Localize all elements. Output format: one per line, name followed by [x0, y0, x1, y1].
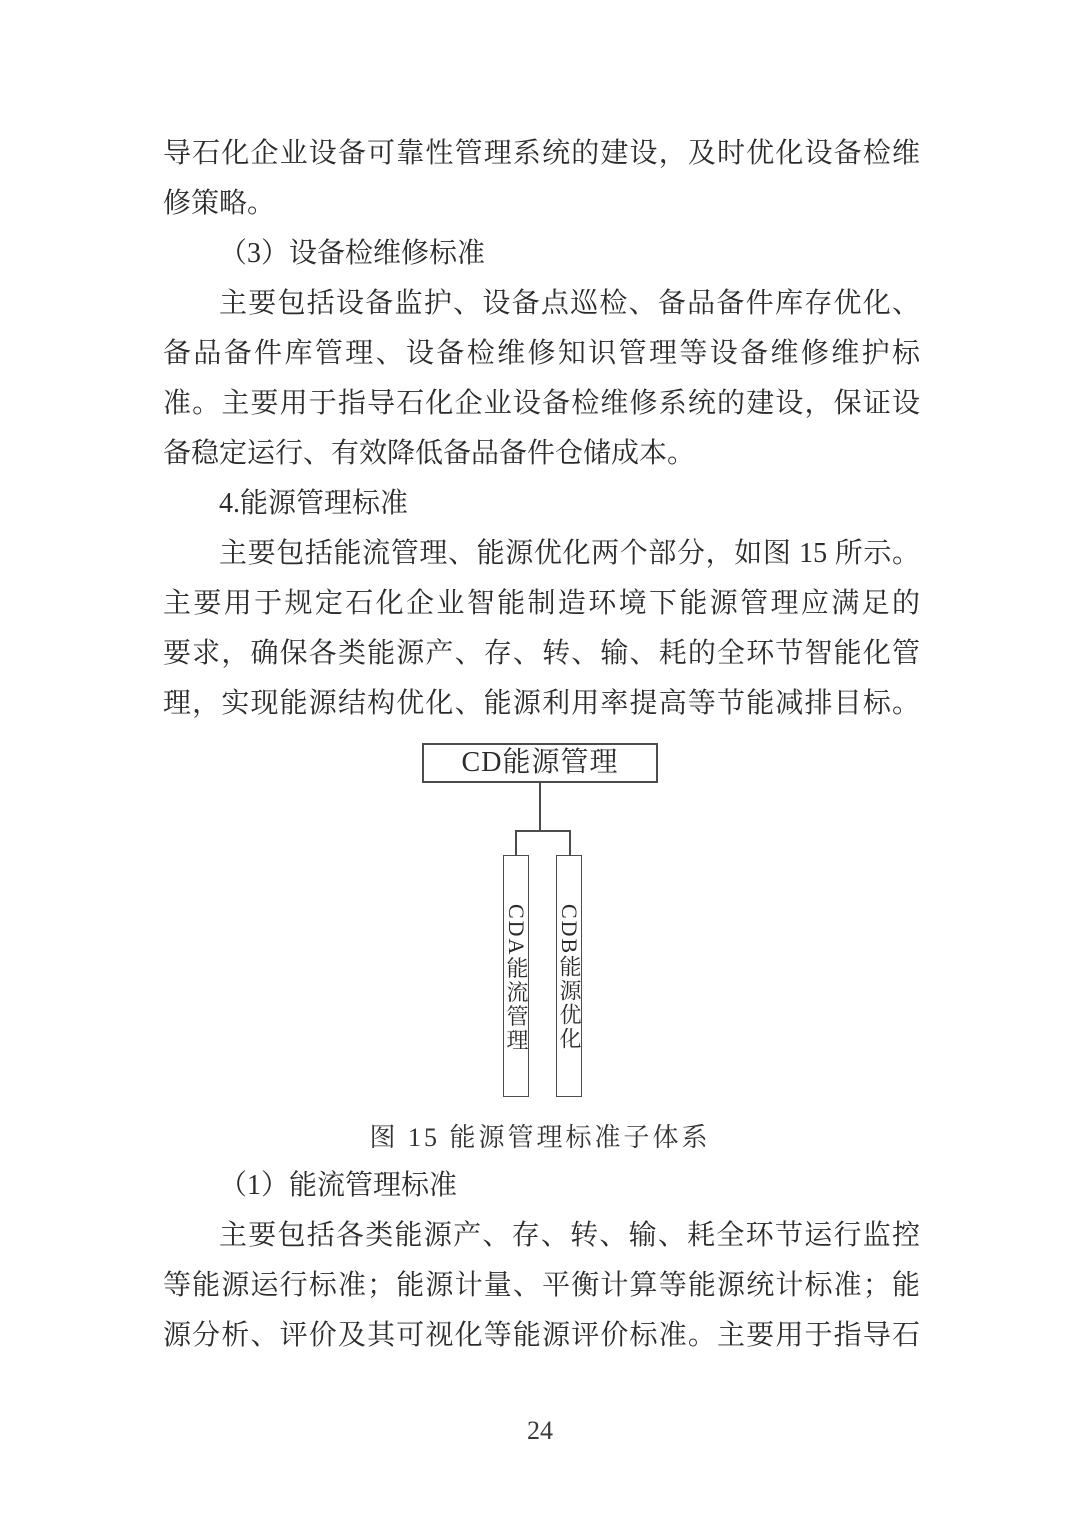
text-line: 源分析、评价及其可视化等能源评价标准。主要用于指导石 [163, 1320, 920, 1351]
text-line: 备稳定运行、有效降低备品备件仓储成本。 [163, 438, 696, 469]
text-line: 等能源运行标准；能源计量、平衡计算等能源统计标准；能 [163, 1270, 920, 1301]
section-heading-energy-flow-standard: （1）能流管理标准 [219, 1170, 458, 1201]
body-text-lower [163, 1161, 920, 1361]
diagram-child-box-energy-optimization: CDB能源优化 [556, 855, 582, 1097]
connector-line [515, 830, 517, 855]
text-line: 主要包括设备监护、设备点巡检、备品备件库存优化、 [219, 288, 920, 319]
connector-line [515, 830, 571, 832]
diagram-child-box-energy-flow-management: CDA能流管理 [503, 855, 529, 1097]
section-heading-equipment-maintenance: （3）设备检维修标准 [219, 238, 486, 269]
section-heading-energy-management: 4.能源管理标准 [219, 488, 409, 519]
text-line: 备品备件库管理、设备检维修知识管理等设备维修维护标 [163, 338, 920, 369]
text-line: 理，实现能源结构优化、能源利用率提高等节能减排目标。 [163, 688, 920, 719]
text-line: 修策略。 [163, 188, 276, 219]
page-number: 24 [527, 1416, 553, 1445]
text-line: 主要包括能流管理、能源优化两个部分，如图 15 所示。 [219, 538, 920, 569]
connector-line [539, 783, 541, 830]
text-line: 导石化企业设备可靠性管理系统的建设，及时优化设备检维 [163, 138, 920, 169]
text-line: 要求，确保各类能源产、存、转、输、耗的全环节智能化管 [163, 638, 920, 669]
text-line: 准。主要用于指导石化企业设备检维修系统的建设，保证设 [163, 388, 920, 419]
body-text-upper [163, 129, 920, 729]
connector-line [569, 830, 571, 855]
text-line: 主要用于规定石化企业智能制造环境下能源管理应满足的 [163, 588, 920, 619]
text-line: 主要包括各类能源产、存、转、输、耗全环节运行监控 [219, 1220, 920, 1251]
figure-caption: 图 15 能源管理标准子体系 [369, 1123, 711, 1152]
diagram-root-box-energy-management: CD能源管理 [422, 743, 658, 783]
